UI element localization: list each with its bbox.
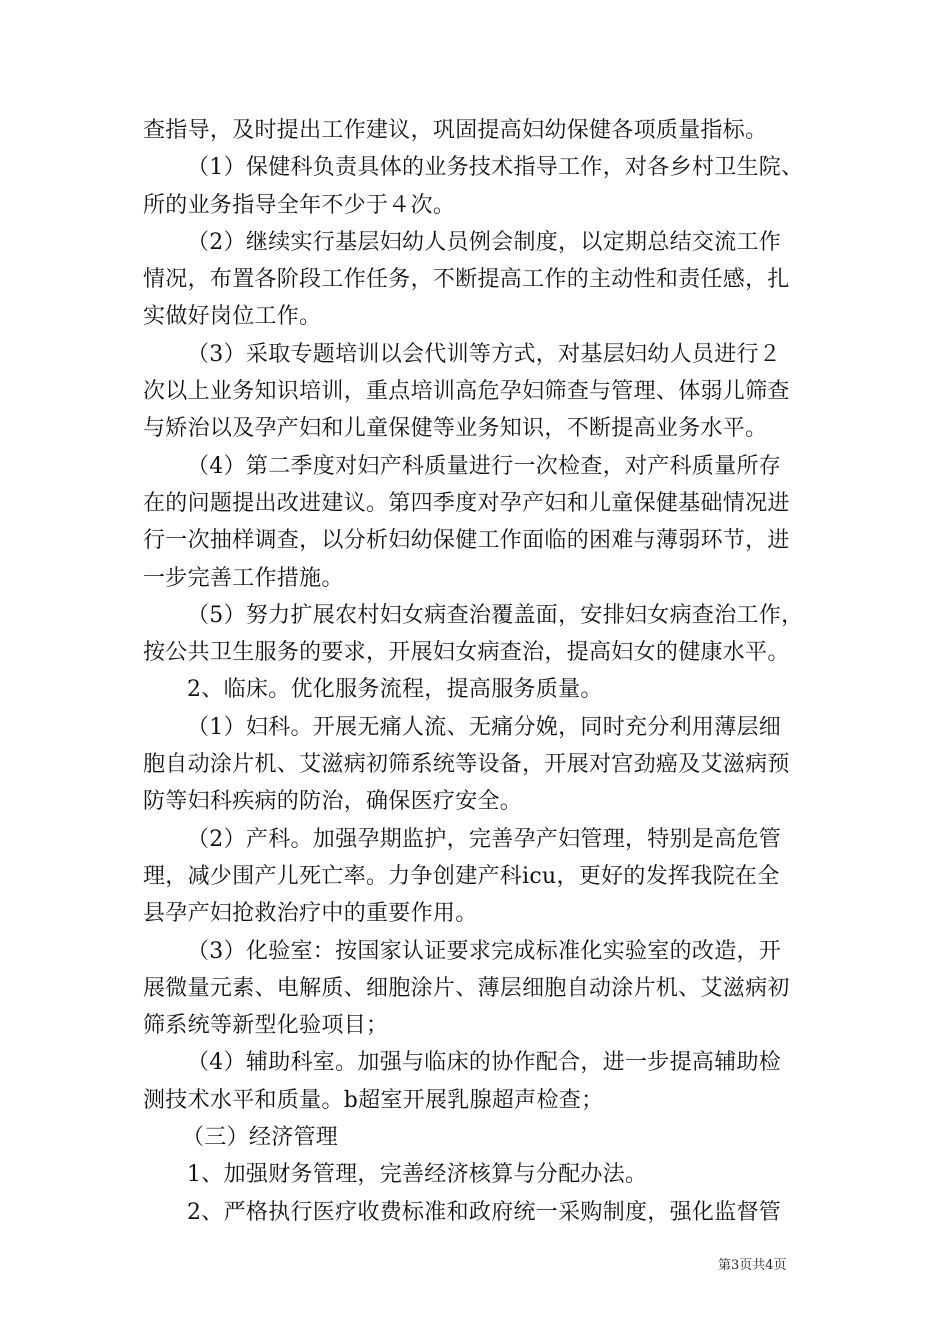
text-line: 行一次抽样调查，以分析妇幼保健工作面临的困难与薄弱环节，进 xyxy=(143,528,790,554)
section-heading: 2、临床。优化服务流程，提高服务质量。 xyxy=(187,677,603,703)
text-line: （1）妇科。开展无痛人流、无痛分娩，同时充分利用薄层细 xyxy=(187,714,782,740)
text-line: （1）保健科负责具体的业务技术指导工作，对各乡村卫生院、 xyxy=(187,155,804,181)
document-body xyxy=(143,112,815,1231)
text-line: 筛系统等新型化验项目； xyxy=(143,1013,389,1039)
text-line: （4）第二季度对妇产科质量进行一次检查，对产科质量所存 xyxy=(187,453,782,479)
text-line: 与矫治以及孕产妇和儿童保健等业务知识，不断提高业务水平。 xyxy=(143,416,768,442)
text-line: 测技术水平和质量。b超室开展乳腺超声检查； xyxy=(143,1087,604,1113)
text-line: 所的业务指导全年不少于４次。 xyxy=(143,192,456,218)
text-line: 理，减少围产儿死亡率。力争创建产科icu，更好的发挥我院在全 xyxy=(143,863,780,889)
text-line: 胞自动涂片机、艾滋病初筛系统等设备，开展对宫劲癌及艾滋病预 xyxy=(143,752,790,778)
text-line: 一步完善工作措施。 xyxy=(143,565,344,591)
text-line: 按公共卫生服务的要求，开展妇女病查治，提高妇女的健康水平。 xyxy=(143,640,790,666)
page-number: 第3页共4页 xyxy=(718,1258,787,1273)
text-line: （3）采取专题培训以会代训等方式，对基层妇幼人员进行２ xyxy=(187,341,782,367)
text-line: 情况，布置各阶段工作任务，不断提高工作的主动性和责任感，扎 xyxy=(143,267,790,293)
text-line: （2）继续实行基层妇幼人员例会制度，以定期总结交流工作 xyxy=(187,229,782,255)
text-line: 在的问题提出改进建议。第四季度对孕产妇和儿童保健基础情况进 xyxy=(143,490,790,516)
text-line: 防等妇科疾病的防治，确保医疗安全。 xyxy=(143,789,523,815)
text-line: （2）产科。加强孕期监护，完善孕产妇管理，特别是高危管 xyxy=(187,826,782,852)
text-line: 实做好岗位工作。 xyxy=(143,304,322,330)
text-line: 1、加强财务管理，完善经济核算与分配办法。 xyxy=(187,1162,648,1188)
section-heading: （三）经济管理 xyxy=(182,1125,339,1151)
text-line: 县孕产妇抢救治疗中的重要作用。 xyxy=(143,901,478,927)
text-line: 2、严格执行医疗收费标准和政府统一采购制度，强化监督管 xyxy=(187,1199,782,1225)
text-line: 次以上业务知识培训，重点培训高危孕妇筛查与管理、体弱儿筛查 xyxy=(143,379,790,405)
text-line: 展微量元素、电解质、细胞涂片、薄层细胞自动涂片机、艾滋病初 xyxy=(143,975,790,1001)
text-line: （4）辅助科室。加强与临床的协作配合，进一步提高辅助检 xyxy=(187,1050,782,1076)
text-line: （3）化验室：按国家认证要求完成标准化实验室的改造，开 xyxy=(187,938,782,964)
text-line: （5）努力扩展农村妇女病查治覆盖面，安排妇女病查治工作， xyxy=(187,602,804,628)
text-line: 查指导，及时提出工作建议，巩固提高妇幼保健各项质量指标。 xyxy=(143,118,768,143)
